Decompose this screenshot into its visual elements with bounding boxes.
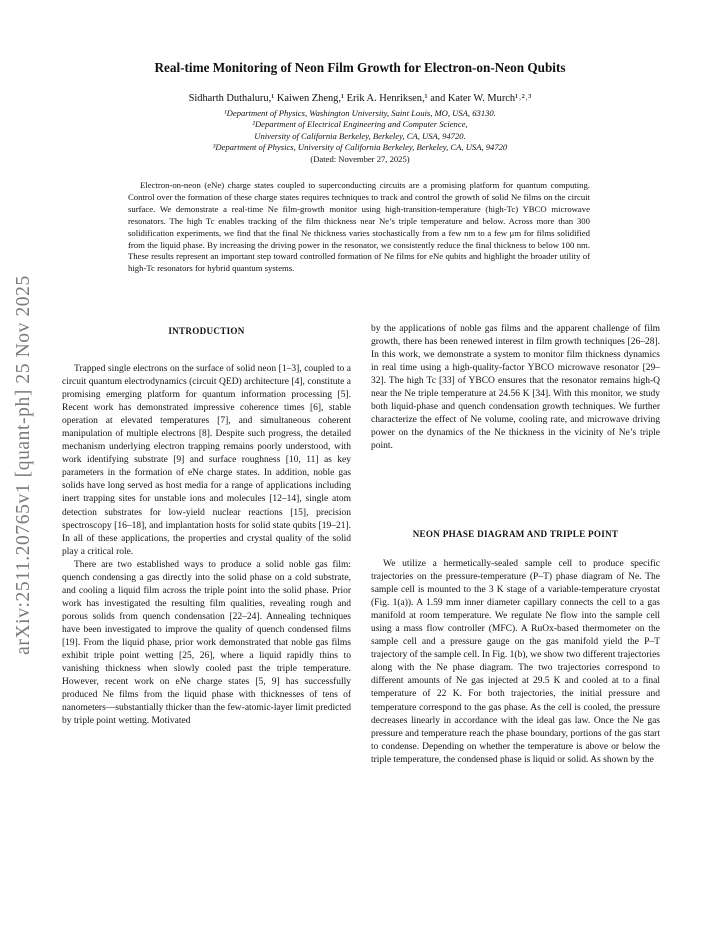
affiliations: [60, 108, 660, 165]
intro-paragraph-1: Trapped single electrons on the surface of solid neon [1–3], coupled to a circuit quantum electrodynamics (circuit QED) architecture [4], constitute a promising emerging platform for quantum information processing [5]. Recent work has demonstrated impressive coherence times [6], stable operation at elevated temperatures [7], and simultaneous coherent manipulation of multiple electrons [8]. Despite such progress, the detailed mechanism underlying electron trapping remains poorly understood, with work identifying substrate [9] and surface roughness [10, 11] as key parameters in the formation of eNe charge states. In addition, noble gas solids have long served as host media for a range of applications including inert trapping sites for unstable ions and molecules [12–14], single atom detection substrates for low-yield nuclear reactions [15], precision spectroscopy [16–18], and implantation hosts for solid state qubits [19–21]. In all of these applications, the properties and crystal quality of the solid play a critical role.: [62, 364, 351, 557]
right-column-bottom: [371, 558, 660, 767]
affiliation-3: University of California Berkeley, Berkeley, CA, USA, 94720.: [254, 130, 466, 141]
right-column-top: [371, 323, 660, 453]
section-heading-phase-diagram: NEON PHASE DIAGRAM AND TRIPLE POINT: [412, 529, 619, 539]
section-heading-introduction: INTRODUCTION: [168, 326, 245, 336]
author-list: Sidharth Duthaluru,¹ Kaiwen Zheng,¹ Erik A. Henriksen,¹ and Kater W. Murch¹˒²˒³: [188, 93, 532, 104]
phase-paragraph-1: We utilize a hermetically-sealed sample cell to produce specific trajectories on the pressure-temperature (P–T) phase diagram of Ne. The sample cell is mounted to the 3 K stage of a variable-temperature cryostat (Fig. 1(a)). A 1.59 mm inner diameter capillary connects the cell to a gas manifold at room temperature. We regulate Ne flow into the sample cell using a mass flow controller (MFC). A RuOx-based thermometer on the sample cell and a pressure gauge on the gas manifold yield the P–T trajectory of the sample cell. In Fig. 1(b), we show two different trajectories along with the Ne phase diagram. The two trajectories correspond to different amounts of Ne gas injected at 29.5 K and cooled at to a final temperature of 22 K. For both trajectories, the initial pressure and temperature correspond to the gas phase. As the cell is cooled, the pressure decreases linearly in accordance with the ideal gas law. Once the Ne gas pressure and temperature reach the phase boundary, portions of the gas start to condense. Depending on whether the temperature is above or below the triple temperature, the condensed phase is liquid or solid. As shown by the: [371, 559, 660, 765]
affiliation-4: ³Department of Physics, University of California Berkeley, Berkeley, CA, USA, 94720: [212, 142, 508, 153]
paper-title: Real-time Monitoring of Neon Film Growth for Electron-on-Neon Qubits: [154, 60, 566, 75]
arxiv-stamp-text: arXiv:2511.20765v1 [quant-ph] 25 Nov 2025: [13, 275, 34, 655]
intro-paragraph-3: by the applications of noble gas films and the apparent challenge of film growth, there has been renewed interest in film growth techniques [26–28]. In this work, we demonstrate a system to monitor film thickness dynamics in real time using a high-quality-factor YBCO microwave resonator [29–32]. The high Tc [33] of YBCO ensures that the resonator remains high-Q near the Ne triple temperature at 24.56 K [34]. With this monitor, we study both liquid-phase and quench condensation growth techniques. We further characterize the effect of Ne volume, cooling rate, and microwave driving power on the dynamics of the Ne thickness in the vicinity of Ne’s triple point.: [371, 324, 660, 452]
arxiv-stamp: [4, 275, 44, 655]
dated-line: (Dated: November 27, 2025): [310, 153, 410, 164]
affiliation-1: ¹Department of Physics, Washington University, Saint Louis, MO, USA, 63130.: [224, 108, 496, 118]
left-column: [62, 363, 351, 728]
intro-paragraph-2: There are two established ways to produce a solid noble gas film: quench condensing a gas directly into the solid phase on a cold substrate, and cooling a liquid film across the triple point into the solid phase. Prior work has investigated the resulting film qualities, revealing rough and porous solids from quench condensation [22–24]. Annealing techniques have been investigated to improve the quality of quench condensed films [19]. From the liquid phase, prior work demonstrated that noble gas films exhibit triple point wetting [25, 26], where a liquid rapidly thins to vanishing thickness when slowly cooled past the triple temperature. However, recent work on eNe charge states [5, 9] has successfully produced Ne films from the liquid phase with thicknesses of tens of nanometers—substantially thicker than the few-atomic-layer limit predicted by triple point wetting. Motivated: [62, 559, 351, 727]
affiliation-2: ²Department of Electrical Engineering and Computer Science,: [252, 119, 468, 130]
abstract: [128, 180, 590, 275]
abstract-text: Electron-on-neon (eNe) charge states coupled to superconducting circuits are a promising platform for quantum computing. Control over the formation of these charge states requires techniques to track and control the growth of solid Ne films on the circuit surface. We demonstrate a real-time Ne film-growth monitor using high-transition-temperature (high-Tc) YBCO microwave resonators. The high Tc enables tracking of the film thickness near Ne’s triple temperature and below. Across more than 300 solidification experiments, we find that the final Ne thickness varies stochastically from a few nm to a few μm for films solidified from the liquid phase. By increasing the driving power in the resonator, we consistently reduce the final thickness to below 100 nm. These results represent an important step toward controlled formation of Ne films for eNe qubits and highlight the broader utility of high-Tc resonators for hybrid quantum systems.: [128, 180, 590, 274]
